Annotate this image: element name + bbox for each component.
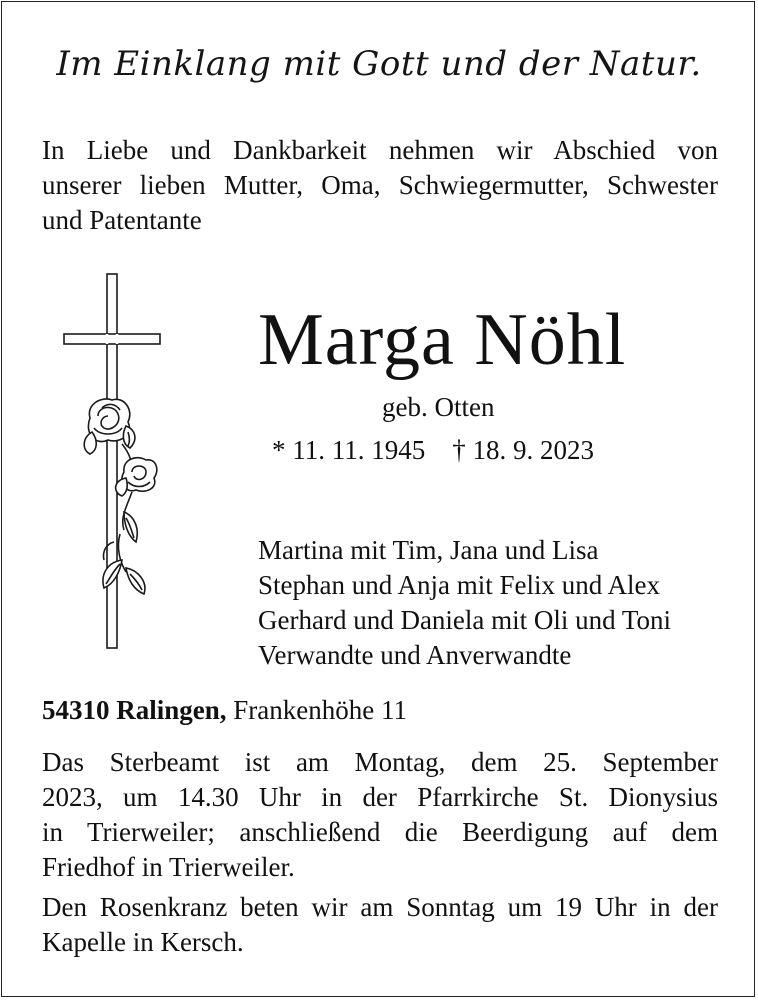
paragraph-line: in Trierweiler; anschließend die Beerdigung auf dem — [42, 817, 718, 847]
death-date: † 18. 9. 2023 — [452, 435, 594, 465]
paragraph-line: Den Rosenkranz beten wir am Sonntag um 19 Uhr in der — [42, 892, 718, 922]
paragraph-line: Kapelle in Kersch. — [42, 927, 244, 957]
motto-heading: Im Einklang mit Gott und der Natur. — [56, 44, 702, 84]
address-street: Frankenhöhe 11 — [233, 695, 407, 725]
paragraph-line: 2023, um 14.30 Uhr in der Pfarrkirche St. Dionysius — [42, 782, 718, 812]
family-address — [42, 695, 407, 726]
mourner-line: Martina mit Tim, Jana und Lisa — [258, 535, 599, 565]
birth-date: * 11. 11. 1945 — [272, 435, 426, 465]
funeral-mass-text — [42, 745, 718, 885]
life-dates — [272, 435, 594, 466]
rosary-text — [42, 890, 718, 960]
intro-text — [42, 133, 718, 238]
paragraph-line: Friedhof in Trierweiler. — [42, 852, 295, 882]
mourners-list — [258, 533, 671, 673]
intro-line: In Liebe und Dankbarkeit nehmen wir Abschied von — [42, 135, 718, 165]
cross-with-roses-icon — [60, 272, 180, 652]
intro-line: unserer lieben Mutter, Oma, Schwiegermutter, Schwester — [42, 170, 718, 200]
address-place: 54310 Ralingen, — [42, 695, 227, 725]
deceased-name: Marga Nöhl — [258, 299, 627, 381]
mourner-line: Verwandte und Anverwandte — [258, 640, 572, 670]
maiden-name: geb. Otten — [382, 392, 495, 422]
intro-line: und Patentante — [42, 205, 202, 235]
mourner-line: Gerhard und Daniela mit Oli und Toni — [258, 605, 672, 635]
paragraph-line: Das Sterbeamt ist am Montag, dem 25. September — [42, 747, 718, 777]
mourner-line: Stephan und Anja mit Felix und Alex — [258, 570, 660, 600]
